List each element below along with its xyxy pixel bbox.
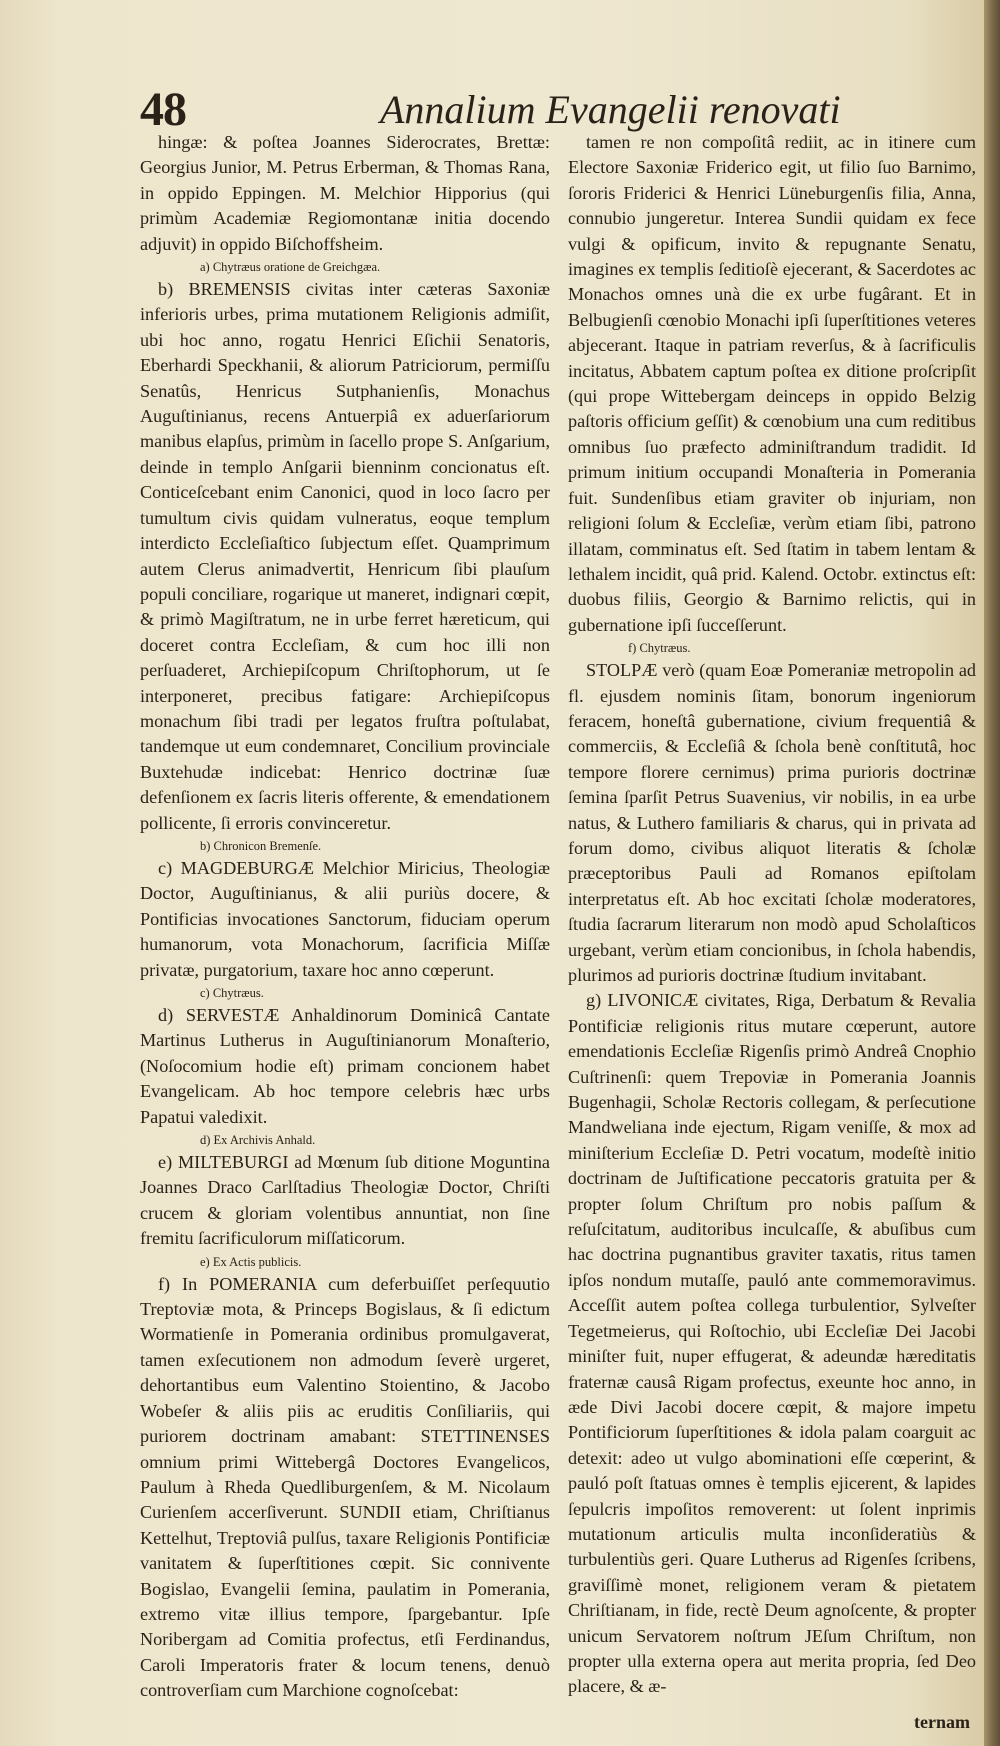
page-edge	[984, 0, 1000, 1746]
paragraph: hingæ: & poſtea Joannes Siderocrates, Brettæ: Georgius Junior, M. Petrus Erberman, & Thomas Rana, in oppido Eppingen. M. Melchior Hipporius (qui primùm Academiæ Regiomontanæ initia docendo adjuvit) in oppido Biſchoffsheim.	[140, 132, 550, 254]
paragraph: d) SERVESTÆ Anhaldinorum Dominicâ Cantate Martinus Lutherus in Auguſtinianorum Monaſterio, (Noſocomium hodie eſt) primam concionem habet Evangelicam. Ab hoc tempore celebris hæc urbs Papatui valedixit.	[140, 1005, 550, 1127]
paragraph: e) MILTEBURGI ad Mœnum ſub ditione Moguntina Joannes Draco Carlſtadius Theologiæ Doctor, Chriſti crucem & gloriam volentibus annuntiat, non ſine fremitu ſacrificulorum miſſaticorum.	[140, 1152, 550, 1249]
catchword: ternam	[914, 1712, 970, 1732]
right-column	[568, 130, 976, 1700]
footnote: e) Ex Actis publicis.	[200, 1254, 302, 1269]
running-head: Annalium Evangelii renovati	[380, 87, 841, 132]
paragraph: STOLPÆ verò (quam Eoæ Pomeraniæ metropolin ad fl. ejusdem nominis ſitam, bonorum ingeniorum feracem, honeſtâ gubernatione, civium frequentiâ & commerciis, & Eccleſiâ & ſchola benè conſtitutâ, hoc tempore florere cernimus) prima purioris doctrinæ ſemina ſparſit Petrus Suavenius, vir nobilis, in ea urbe natus, & Luthero familiaris & charus, qui in privata ad forum domo, civibus aliquot literatis & ſcholæ præceptoribus Pauli ad Romanos epiſtolam interpretatus eſt. Ab hoc excitati ſcholæ moderatores, ſtudia ſacrarum literarum non modò apud Scholaſticos urgebant, verùm etiam concionibus, in ſchola habendis, plurimos ad purioris doctrinæ ſtudium invitabant.	[568, 660, 976, 985]
paragraph: tamen re non compoſitâ rediit, ac in itinere cum Electore Saxoniæ Friderico egit, ut filio ſuo Barnimo, ſororis Friderici & Henrici Lüneburgenſis filia, Anna, connubio jungeretur. Interea Sundii quidam ex fece vulgi & opificum, invito & repugnante Senatu, imagines ex templis ſeditioſè ejecerant, & Sacerdotes ac Monachos omnes unà die ex urbe fugârant. Et in Belbugienſi cœnobio Monachi ipſi ſuperſtitiones veteres abjecerant. Itaque in patriam reverſus, & à ſacrificulis incitatus, Abbatem captum poſtea ex ditione proſcripſit (qui prope Wittebergam deinceps in oppido Belzig paſtoris officium geſſit) & cœnobium una cum reditibus omnibus ſuo præfecto adminiſtrandum tradidit. Id primum initium occupandi Monaſteria in Pomerania fuit. Sundenſibus etiam graviter ob injuriam, non religioni ſolum & Eccleſiæ, verùm etiam ſibi, patrono illatam, comminatus eſt. Sed ſtatim in tabem lentam & lethalem incidit, quâ prid. Kalend. Octobr. extinctus eſt: duobus filiis, Georgio & Barnimo relictis, qui in gubernatione ipſi ſucceſſerunt.	[568, 132, 976, 635]
footnote: f) Chytræus.	[628, 641, 691, 656]
page-number: 48	[140, 83, 186, 136]
paragraph: b) BREMENSIS civitas inter cæteras Saxoniæ inferioris urbes, prima mutationem Religionis admiſit, ubi hoc anno, rogatu Henrici Eſichii Senatoris, Eberhardi Speckhanii, & aliorum Patriciorum, permiſſu Senatûs, Henricus Sutphanienſis, Monachus Auguſtinianus, recens Antuerpiâ ex aduerſariorum manibus elapſus, primùm in ſacello prope S. Anſgarium, deinde in templo Anſgarii bienninm concionatus eſt. Conticeſcebant enim Canonici, quod in loco ſacro per tumultum civis quidam vulneratus, eoque templum interdicto Eccleſiaſtico ſubjectum eſſet. Quamprimum autem Clerus animadvertit, Henricum ſibi plauſum populi conciliare, rogarique ut maneret, indignari cœpit, & primò Magiſtratum, ne in urbe ferret hæreticum, qui doceret contra Eccleſiam, & cum hoc illi non perſuaderet, Archiepiſcopum Chriſtophorum, ut ſe interponeret, precibus fatigare: Archiepiſcopus monachum ſibi tradi per legatos fruſtra poſtulabat, tandemque ut eum condemnaret, Concilium provinciale Buxtehudæ indicebat: Henrico doctrinæ ſuæ defenſionem ex ſacris literis offerente, & emendationem pollicente, ſi erroris convinceretur.	[140, 279, 550, 833]
paragraph: g) LIVONICÆ civitates, Riga, Derbatum & Revalia Pontificiæ religionis ritus mutare cœperunt, autore emendationis Eccleſiæ Rigenſis primò Andreâ Cnophio Cuſtrinenſi: quem Trepoviæ in Pomerania Joannis Bugenhagii, Scholæ Rectoris collegam, & perſecutione Mandweliana inde ejectum, Rigam veniſſe, & mox ad miniſterium Eccleſiæ D. Petri vocatum, modeſtè initio doctrinam de Juſtificatione peccatoris gratuita per & propter ſolum Chriſtum pro nobis paſſum & reſuſcitatum, auditoribus inculcaſſe, & abuſibus cum hac doctrina pugnantibus graviter taxatis, ritus tamen ipſos nondum mutaſſe, pauló ante commemoravimus. Acceſſit autem poſtea collega turbulentior, Sylveſter Tegetmeierus, qui Roſtochio, ubi Eccleſiæ Dei Jacobi miniſter fuit, nuper effugerat, & adeundæ hæreditatis fraternæ causâ Rigam profectus, exeunte hoc anno, in æde Divi Jacobi docere cœpit, & majore impetu Pontificiorum ſuperſtitiones & idola palam coarguit ac detexit: adeo ut vulgo abominationi eſſe cœperint, & pauló poſt ſtatuas omnes è templis ejicerent, & lapides ſepulcris impoſitos removerent: ut ſolent inprimis mutationum articulis multa inconſideratiùs & turbulentiùs geri. Quare Lutherus ad Rigenſes ſcribens, graviſſimè monet, religionem veram & pietatem Chriſtianam, in fide, rectè Deum agnoſcente, & propter unicum Servatorem noſtrum JEſum Chriſtum, non propter ulla externa opera aut merita propria, ſed Deo placere, & æ-	[568, 990, 976, 1697]
paragraph: c) MAGDEBURGÆ Melchior Miricius, Theologiæ Doctor, Auguſtinianus, & alii puriùs docere, & Pontificias invocationes Sanctorum, fiduciam operum humanorum, vota Monachorum, ſacrificia Miſſæ privatæ, purgatorium, taxare hoc anno cœperunt.	[140, 857, 550, 980]
footnote: a) Chytræus oratione de Greichgæa.	[200, 260, 381, 275]
footnote: d) Ex Archivis Anhald.	[200, 1133, 316, 1148]
paragraph: f) In POMERANIA cum deferbuiſſet perſequutio Treptoviæ mota, & Princeps Bogislaus, & ſi edictum Wormatienſe in Pomerania ordinibus promulgaverat, tamen exſecutionem non admodum ſeverè urgeret, dehortantibus eum Valentino Stoientino, & Jacobo Wobeſer & aliis piis ac eruditis Conſiliariis, qui puriorem doctrinam amabant: STETTINENSES omnium primi Wittebergâ Doctores Evangelicos, Paulum à Rheda Quedliburgenſem, & M. Nicolaum Curienſem accerſiverunt. SUNDII etiam, Chriſtianus Kettelhut, Treptoviâ pulſus, taxare Religionis Pontificiæ vanitatem & ſuperſtitiones cœpit. Sic connivente Bogislao, Evangelii ſemina, paulatim in Pomerania, extremo vitæ illius tempore, ſpargebantur. Ipſe Noribergam ad Comitia profectus, etſi Ferdinandus, Caroli Imperatoris frater & locum tenens, denuò controverſiam cum Marchione cognoſcebat:	[140, 1273, 550, 1701]
footnote: c) Chytræus.	[200, 986, 264, 1000]
left-column	[140, 130, 550, 1704]
footnote: b) Chronicon Bremenſe.	[200, 838, 322, 853]
